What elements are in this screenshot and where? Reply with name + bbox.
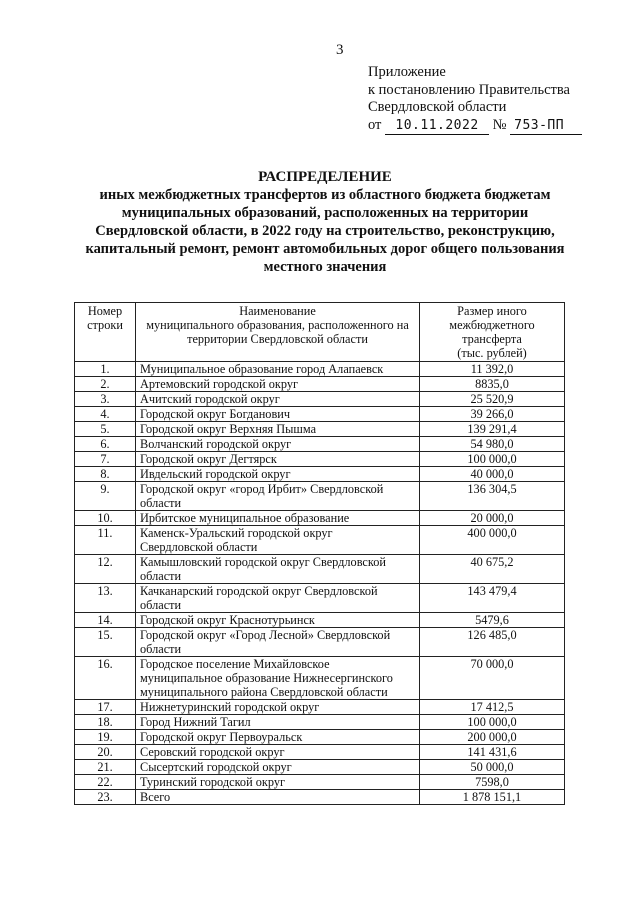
table-row	[75, 511, 565, 526]
municipality-name	[136, 584, 420, 613]
table-row	[75, 452, 565, 467]
transfer-amount: 100 000,0	[420, 452, 565, 467]
row-number: 22.	[75, 775, 136, 790]
table-body	[75, 362, 565, 805]
row-number: 1.	[75, 362, 136, 377]
row-number: 23.	[75, 790, 136, 805]
table-row	[75, 657, 565, 700]
table-row	[75, 584, 565, 613]
municipality-name	[136, 613, 420, 628]
transfer-amount: 126 485,0	[420, 628, 565, 657]
municipality-name	[136, 760, 420, 775]
row-number: 4.	[75, 407, 136, 422]
row-number: 11.	[75, 526, 136, 555]
decree-number: 753-ПП	[510, 117, 582, 136]
municipality-name-line: Туринский городской округ	[140, 775, 286, 789]
table-row	[75, 790, 565, 805]
municipality-name-line: Ачитский городской округ	[140, 392, 280, 406]
header-number-line: Номер	[87, 304, 123, 318]
transfer-amount: 11 392,0	[420, 362, 565, 377]
transfer-amount: 40 000,0	[420, 467, 565, 482]
document-title	[80, 168, 570, 276]
decree-date: 10.11.2022	[385, 117, 489, 136]
municipality-name-line: Городской округ «город Ирбит» Свердловской	[140, 482, 384, 496]
row-number: 7.	[75, 452, 136, 467]
municipality-name	[136, 526, 420, 555]
transfer-amount: 5479,6	[420, 613, 565, 628]
title-subtitle	[80, 186, 570, 276]
municipality-name-line: Городской округ Верхняя Пышма	[140, 422, 317, 436]
transfer-amount: 200 000,0	[420, 730, 565, 745]
municipality-name	[136, 467, 420, 482]
row-number: 13.	[75, 584, 136, 613]
municipality-name	[136, 377, 420, 392]
municipality-name-line: Городское поселение Михайловское	[140, 657, 330, 671]
table-row	[75, 730, 565, 745]
municipality-name-line: Волчанский городской округ	[140, 437, 292, 451]
municipality-name-line: муниципального района Свердловской области	[140, 685, 388, 699]
municipality-name-line: Городской округ Краснотурьинск	[140, 613, 315, 627]
municipality-name-line: Артемовский городской округ	[140, 377, 299, 391]
table-row	[75, 613, 565, 628]
municipality-name-line: Городской округ Богданович	[140, 407, 291, 421]
transfer-amount: 139 291,4	[420, 422, 565, 437]
municipality-name-line: Серовский городской округ	[140, 745, 285, 759]
municipality-name	[136, 482, 420, 511]
municipality-name-line: Нижнетуринский городской округ	[140, 700, 320, 714]
row-number: 9.	[75, 482, 136, 511]
title-subtitle-line: иных межбюджетных трансфертов из областного бюджета бюджетам	[99, 187, 551, 203]
municipality-name	[136, 362, 420, 377]
municipality-name	[136, 715, 420, 730]
municipality-name-line: области	[140, 496, 182, 510]
municipality-name-line: Камышловский городской округ Свердловской	[140, 555, 386, 569]
table-row	[75, 437, 565, 452]
municipality-name	[136, 555, 420, 584]
table-row	[75, 628, 565, 657]
header-number-line: строки	[87, 318, 123, 332]
page-number: 3	[336, 42, 344, 58]
row-number: 2.	[75, 377, 136, 392]
header-amount	[420, 303, 565, 362]
municipality-name	[136, 437, 420, 452]
municipality-name	[136, 628, 420, 657]
appendix-line-1: Приложение	[368, 64, 446, 80]
municipality-name-line: Городской округ «Город Лесной» Свердловской	[140, 628, 391, 642]
transfer-amount: 8835,0	[420, 377, 565, 392]
header-amount-line: межбюджетного трансферта	[449, 318, 535, 346]
table-row	[75, 760, 565, 775]
transfer-amount: 39 266,0	[420, 407, 565, 422]
row-number: 8.	[75, 467, 136, 482]
municipality-name	[136, 392, 420, 407]
transfer-amount: 143 479,4	[420, 584, 565, 613]
row-number: 19.	[75, 730, 136, 745]
transfer-amount: 20 000,0	[420, 511, 565, 526]
transfer-amount: 70 000,0	[420, 657, 565, 700]
row-number: 14.	[75, 613, 136, 628]
header-number	[75, 303, 136, 362]
title-subtitle-line: Свердловской области, в 2022 году на строительство, реконструкцию,	[95, 223, 555, 239]
municipality-name-line: муниципальное образование Нижнесергинского	[140, 671, 393, 685]
transfer-amount: 141 431,6	[420, 745, 565, 760]
table-row	[75, 422, 565, 437]
header-amount-line: (тыс. рублей)	[457, 346, 527, 360]
municipality-name-line: Муниципальное образование город Алапаевск	[140, 362, 384, 376]
transfer-amount: 136 304,5	[420, 482, 565, 511]
municipality-name-line: области	[140, 598, 182, 612]
municipality-name-line: Качканарский городской округ Свердловской	[140, 584, 378, 598]
row-number: 18.	[75, 715, 136, 730]
header-name-line: Наименование	[239, 304, 316, 318]
transfer-amount: 100 000,0	[420, 715, 565, 730]
title-subtitle-line: муниципальных образований, расположенных на территории	[121, 205, 529, 221]
title-subtitle-line: капитальный ремонт, ремонт автомобильных дорог общего пользования	[85, 241, 565, 257]
municipality-name	[136, 700, 420, 715]
municipality-name-line: Всего	[140, 790, 171, 804]
row-number: 12.	[75, 555, 136, 584]
table-row	[75, 407, 565, 422]
row-number: 10.	[75, 511, 136, 526]
header-name-line: муниципального образования, расположенного на	[146, 318, 409, 332]
municipality-name-line: Город Нижний Тагил	[140, 715, 251, 729]
table-row	[75, 700, 565, 715]
distribution-table	[74, 302, 565, 805]
municipality-name	[136, 422, 420, 437]
municipality-name	[136, 511, 420, 526]
appendix-line-3: Свердловской области	[368, 99, 507, 115]
row-number: 21.	[75, 760, 136, 775]
transfer-amount: 17 412,5	[420, 700, 565, 715]
appendix-date-line	[368, 117, 582, 136]
municipality-name-line: области	[140, 569, 182, 583]
row-number: 17.	[75, 700, 136, 715]
appendix-block	[368, 64, 582, 135]
municipality-name-line: Городской округ Первоуральск	[140, 730, 303, 744]
header-amount-line: Размер иного	[457, 304, 527, 318]
municipality-name-line: Сысертский городской округ	[140, 760, 292, 774]
header-name-line: территории Свердловской области	[187, 332, 368, 346]
header-name	[136, 303, 420, 362]
municipality-name	[136, 745, 420, 760]
number-label: №	[492, 116, 507, 133]
municipality-name	[136, 452, 420, 467]
municipality-name-line: Каменск-Уральский городской округ	[140, 526, 333, 540]
table-row	[75, 392, 565, 407]
table-row	[75, 775, 565, 790]
table-row	[75, 526, 565, 555]
municipality-name-line: Ирбитское муниципальное образование	[140, 511, 350, 525]
row-number: 20.	[75, 745, 136, 760]
row-number: 16.	[75, 657, 136, 700]
row-number: 5.	[75, 422, 136, 437]
table-row	[75, 482, 565, 511]
table-row	[75, 715, 565, 730]
municipality-name	[136, 730, 420, 745]
transfer-amount: 7598,0	[420, 775, 565, 790]
transfer-amount: 54 980,0	[420, 437, 565, 452]
transfer-amount: 400 000,0	[420, 526, 565, 555]
table-row	[75, 377, 565, 392]
appendix-line-2: к постановлению Правительства	[368, 81, 570, 98]
municipality-name	[136, 657, 420, 700]
municipality-name	[136, 790, 420, 805]
transfer-amount: 25 520,9	[420, 392, 565, 407]
municipality-name-line: Ивдельский городской округ	[140, 467, 291, 481]
from-label: от	[368, 116, 382, 133]
table-row	[75, 467, 565, 482]
table-row	[75, 555, 565, 584]
municipality-name	[136, 407, 420, 422]
table-row	[75, 745, 565, 760]
row-number: 6.	[75, 437, 136, 452]
transfer-amount: 50 000,0	[420, 760, 565, 775]
table-header-row	[75, 303, 565, 362]
transfer-amount: 40 675,2	[420, 555, 565, 584]
municipality-name-line: Свердловской области	[140, 540, 258, 554]
row-number: 3.	[75, 392, 136, 407]
table-row	[75, 362, 565, 377]
title-subtitle-line: местного значения	[263, 259, 387, 275]
municipality-name-line: области	[140, 642, 182, 656]
municipality-name	[136, 775, 420, 790]
title-heading: РАСПРЕДЕЛЕНИЕ	[258, 169, 392, 185]
transfer-amount: 1 878 151,1	[420, 790, 565, 805]
municipality-name-line: Городской округ Дегтярск	[140, 452, 277, 466]
row-number: 15.	[75, 628, 136, 657]
